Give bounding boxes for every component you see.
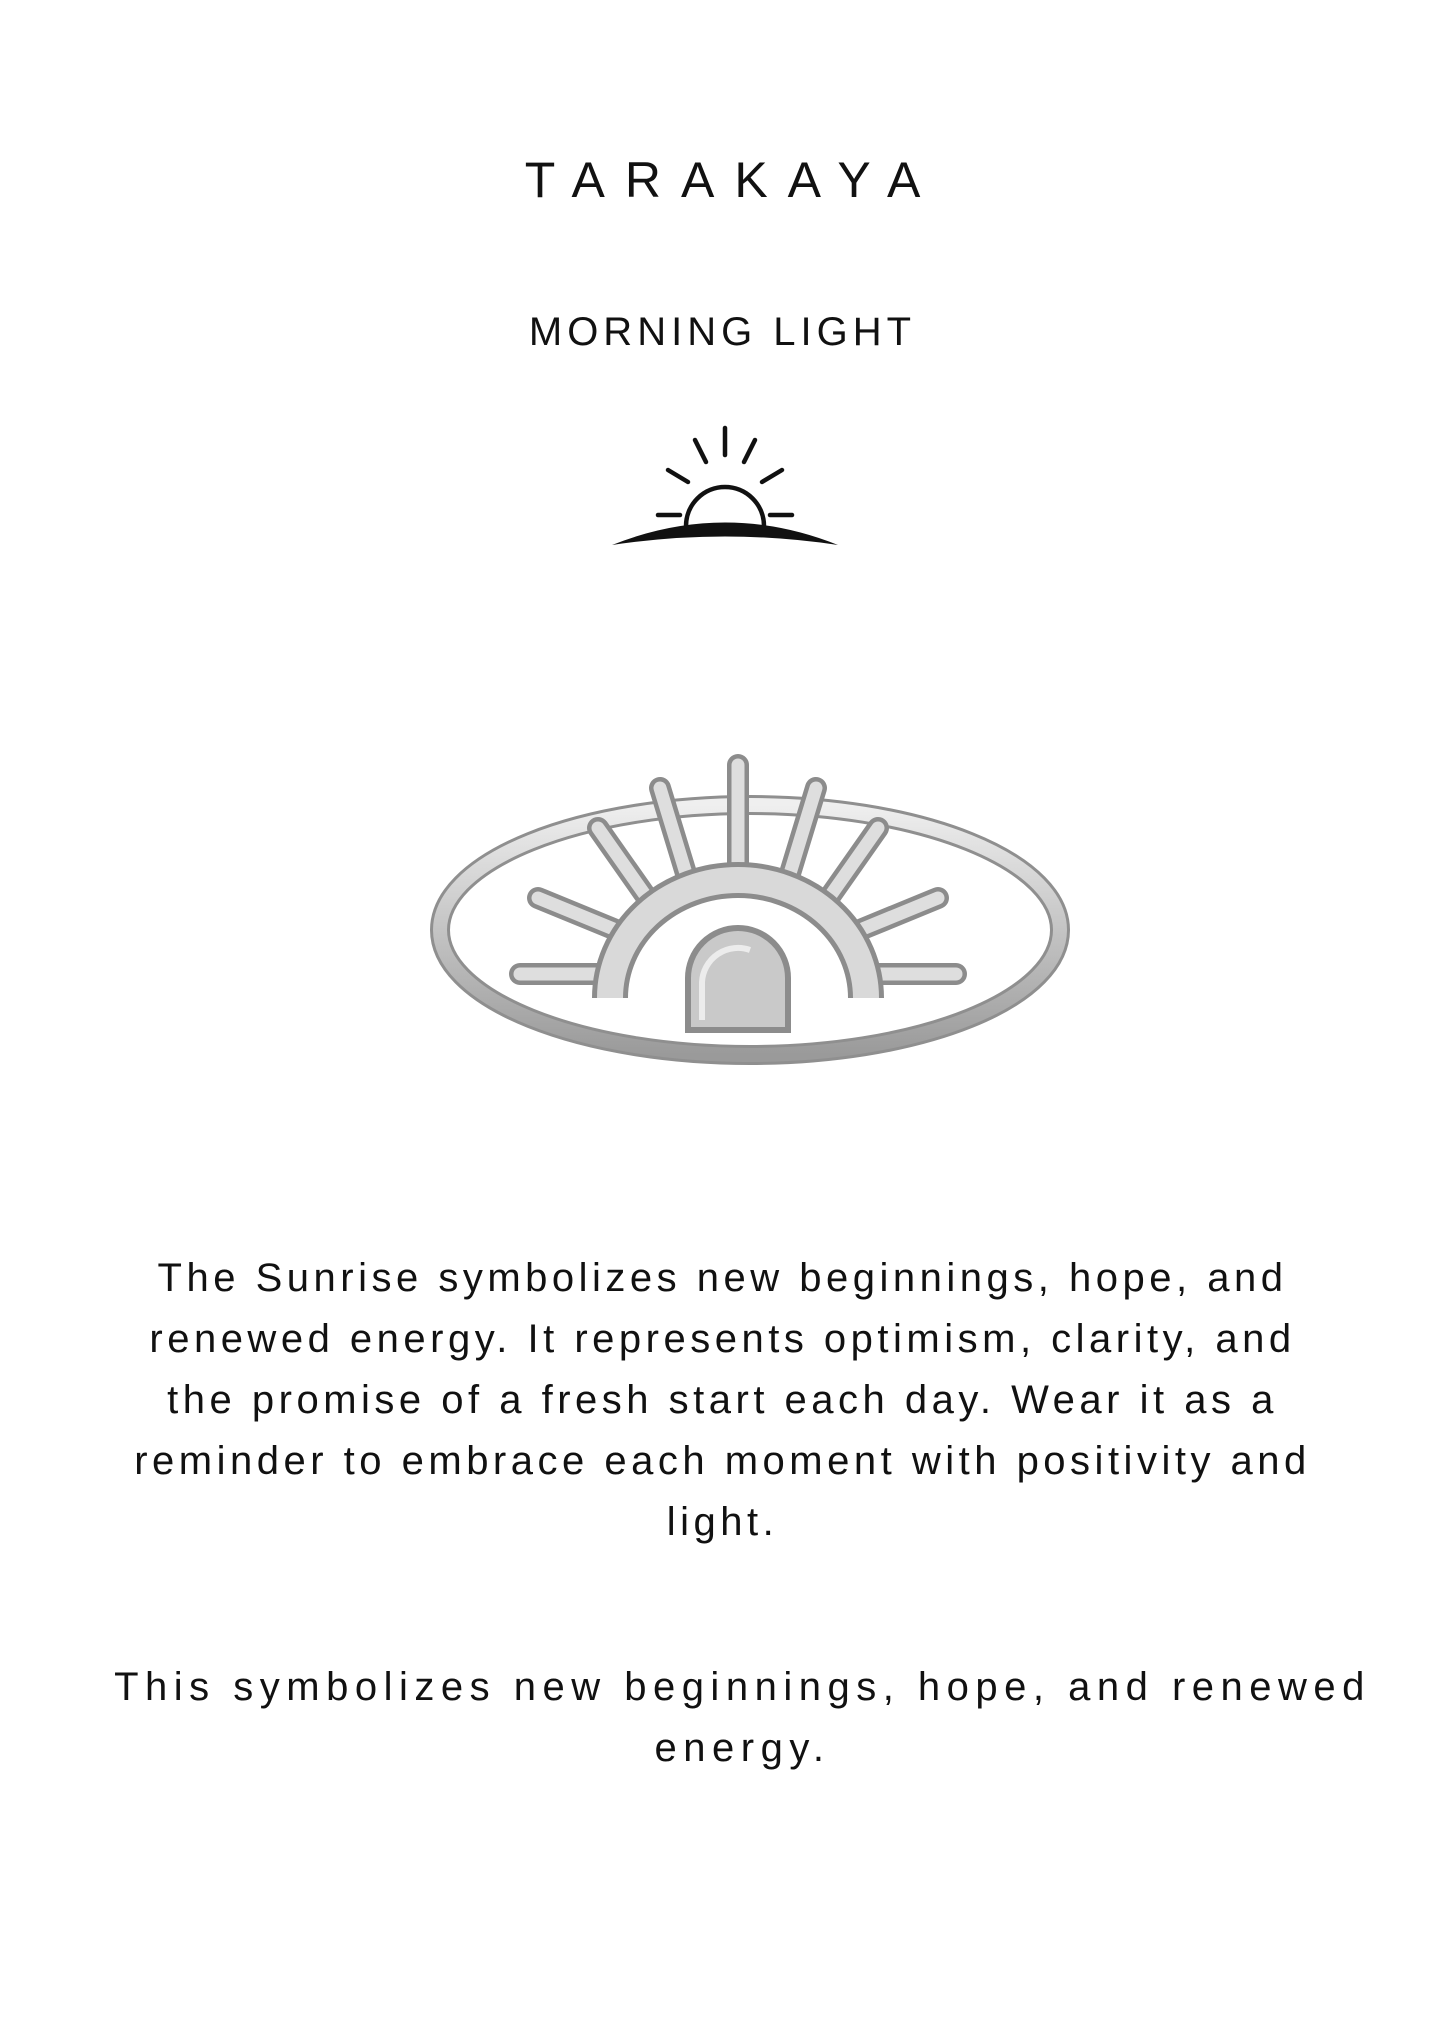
summary-text: This symbolizes new beginnings, hope, and renewed energy. — [114, 1665, 1371, 1770]
description-text: The Sunrise symbolizes new beginnings, hope, and renewed energy. It represents optimism, clarity, and the promise of a fresh start each day. Wear it as a reminder to embrace each moment with positivity and light. — [134, 1256, 1311, 1544]
sunrise-icon — [600, 410, 850, 585]
collection-title: MORNING LIGHT — [528, 310, 917, 354]
brand-name: TARAKAYA — [524, 152, 941, 208]
sunrise-ring-illustration — [420, 740, 1100, 1080]
